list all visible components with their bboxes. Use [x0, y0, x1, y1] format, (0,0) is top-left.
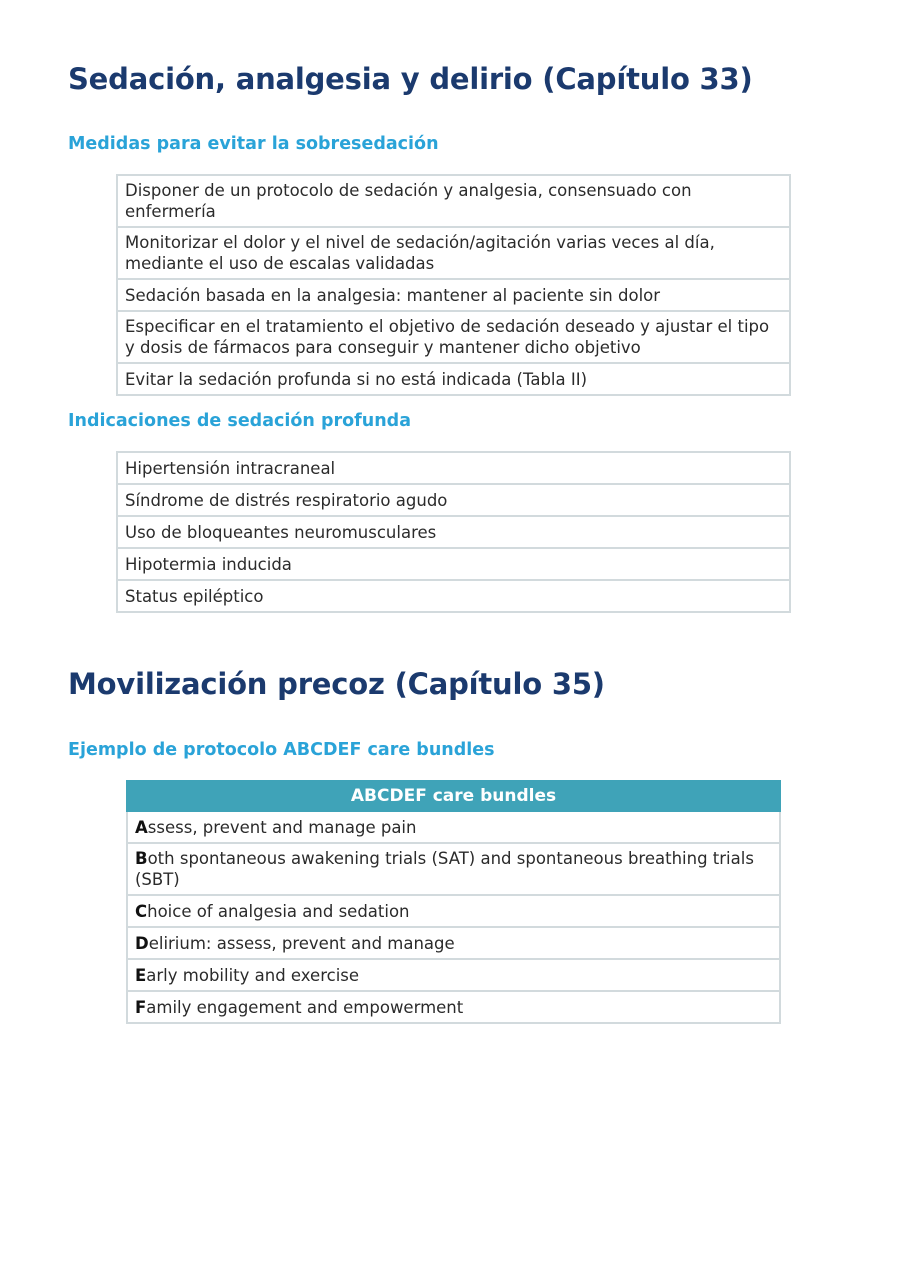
- table-row: [117, 227, 790, 279]
- table-row: [127, 991, 780, 1023]
- table-row: [117, 452, 790, 484]
- subsection-title-sedacion-profunda: Indicaciones de sedación profunda: [68, 411, 412, 431]
- bundle-letter: F: [135, 997, 147, 1017]
- table-row: [127, 927, 780, 959]
- table-row: [127, 843, 780, 895]
- table-sedacion-profunda: [116, 451, 791, 613]
- table-cell: [127, 895, 780, 927]
- bundle-text: amily engagement and empowerment: [146, 997, 464, 1017]
- section-title-movilizacion: Movilización precoz (Capítulo 35): [68, 667, 605, 701]
- table-row: [117, 580, 790, 612]
- table-header-row: [127, 781, 780, 811]
- table-cell: Status epiléptico: [117, 580, 790, 612]
- table-row: [127, 811, 780, 843]
- table-cell: Hipertensión intracraneal: [117, 452, 790, 484]
- table-abcdef: [126, 780, 781, 1024]
- subsection-title-sobresedacion: Medidas para evitar la sobresedación: [68, 134, 439, 154]
- bundle-text: ssess, prevent and manage pain: [147, 817, 417, 837]
- table-row: [117, 279, 790, 311]
- table-row: [117, 548, 790, 580]
- table-cell: Uso de bloqueantes neuromusculares: [117, 516, 790, 548]
- table-cell: Hipotermia inducida: [117, 548, 790, 580]
- table-cell: [127, 959, 780, 991]
- bundle-text: oth spontaneous awakening trials (SAT) and spontaneous breathing trials (SBT): [135, 849, 754, 889]
- bundle-text: elirium: assess, prevent and manage: [148, 933, 455, 953]
- table-row: [127, 895, 780, 927]
- table-cell: Evitar la sedación profunda si no está indicada (Tabla II): [117, 363, 790, 395]
- bundle-letter: C: [135, 901, 148, 921]
- subsection-title-abcdef: Ejemplo de protocolo ABCDEF care bundles: [68, 740, 495, 760]
- table-cell: [127, 811, 780, 843]
- section-title-sedacion: Sedación, analgesia y delirio (Capítulo 33): [68, 62, 753, 96]
- table-cell: [127, 991, 780, 1023]
- bundle-letter: B: [135, 849, 148, 868]
- table-sobresedacion: [116, 174, 791, 396]
- bundle-letter: D: [135, 933, 149, 953]
- table-header: ABCDEF care bundles: [127, 781, 780, 811]
- table-cell: Monitorizar el dolor y el nivel de sedación/agitación varias veces al día, mediante el uso de escalas validadas: [117, 227, 790, 279]
- table-cell: Síndrome de distrés respiratorio agudo: [117, 484, 790, 516]
- table-row: [117, 484, 790, 516]
- table-row: [127, 959, 780, 991]
- table-cell: [127, 927, 780, 959]
- table-cell: [127, 843, 780, 895]
- table-row: [117, 363, 790, 395]
- table-cell: Especificar en el tratamiento el objetivo de sedación deseado y ajustar el tipo y dosis de fármacos para conseguir y mantener dicho objetivo: [117, 311, 790, 363]
- bundle-text: hoice of analgesia and sedation: [147, 901, 410, 921]
- bundle-letter: A: [135, 817, 148, 837]
- table-row: [117, 175, 790, 227]
- table-cell: Sedación basada en la analgesia: mantener al paciente sin dolor: [117, 279, 790, 311]
- bundle-letter: E: [135, 965, 147, 985]
- table-cell: Disponer de un protocolo de sedación y analgesia, consensuado con enfermería: [117, 175, 790, 227]
- table-row: [117, 516, 790, 548]
- table-row: [117, 311, 790, 363]
- bundle-text: arly mobility and exercise: [146, 965, 360, 985]
